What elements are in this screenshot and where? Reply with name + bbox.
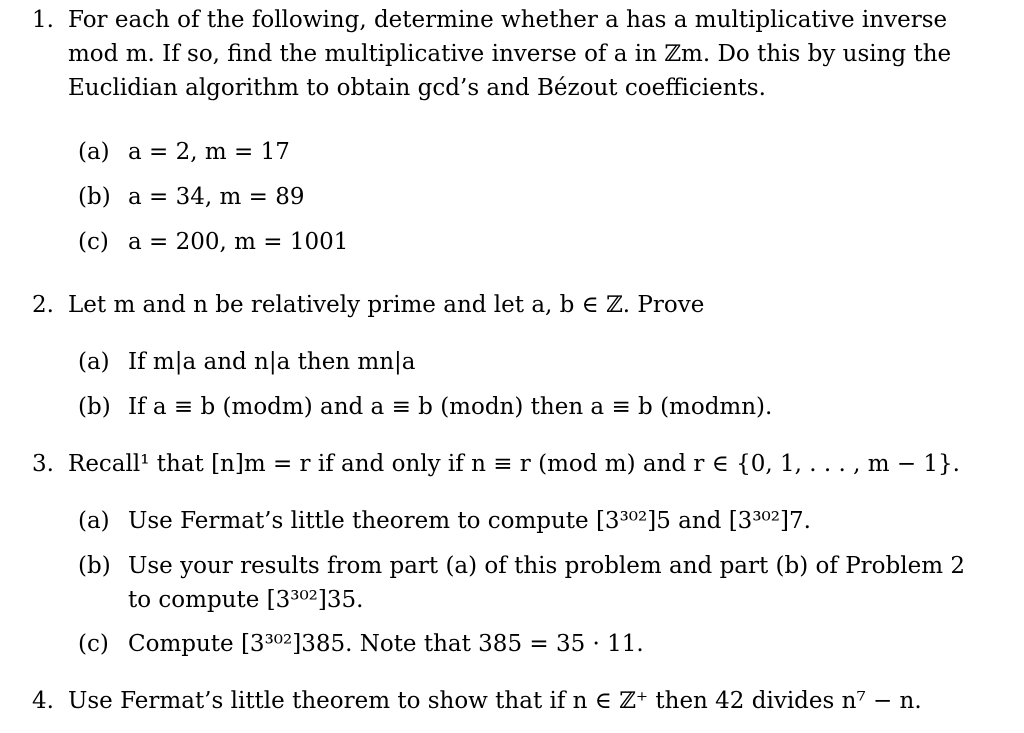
part-text: a = 200, m = 1001 [128,229,349,255]
part-text [128,549,1008,617]
problem-3-intro: Recall¹ that [n]m = r if and only if n ≡ r (mod m) and r ∈ {0, 1, . . . , m − 1}. [68,451,960,477]
part-text: a = 2, m = 17 [128,139,290,165]
problem-number: 3. [32,451,54,477]
problem-number: 2. [32,292,54,318]
part-text-line: to compute [3³⁰²]35. [128,587,364,613]
part-label: (a) [78,508,110,534]
part-text: If a ≡ b (modm) and a ≡ b (modn) then a ≡ b (modmn). [128,394,773,420]
intro-line: For each of the following, determine whether a has a multiplicative inverse [68,7,948,33]
intro-line: Euclidian algorithm to obtain gcd’s and Bézout coefficients. [68,75,766,101]
part-text-line: Use your results from part (a) of this problem and part (b) of Problem 2 [128,553,965,579]
part-text: If m|a and n|a then mn|a [128,349,416,375]
part-label: (b) [78,184,111,210]
part-text: Compute [3³⁰²]385. Note that 385 = 35 · 11. [128,631,644,657]
part-text: a = 34, m = 89 [128,184,305,210]
problem-2-intro: Let m and n be relatively prime and let a, b ∈ ℤ. Prove [68,292,705,318]
part-label: (a) [78,139,110,165]
part-text: Use Fermat’s little theorem to compute [3³⁰²]5 and [3³⁰²]7. [128,508,811,534]
part-label: (c) [78,229,109,255]
part-label: (b) [78,394,111,420]
problem-number: 1. [32,7,54,33]
part-label: (a) [78,349,110,375]
part-label: (c) [78,631,109,657]
part-label: (b) [78,553,111,579]
problem-4-intro: Use Fermat’s little theorem to show that if n ∈ ℤ⁺ then 42 divides n⁷ − n. [68,688,922,714]
problem-1-intro [68,3,1003,105]
problem-number: 4. [32,688,54,714]
intro-line: mod m. If so, find the multiplicative inverse of a in ℤm. Do this by using the [68,41,952,67]
